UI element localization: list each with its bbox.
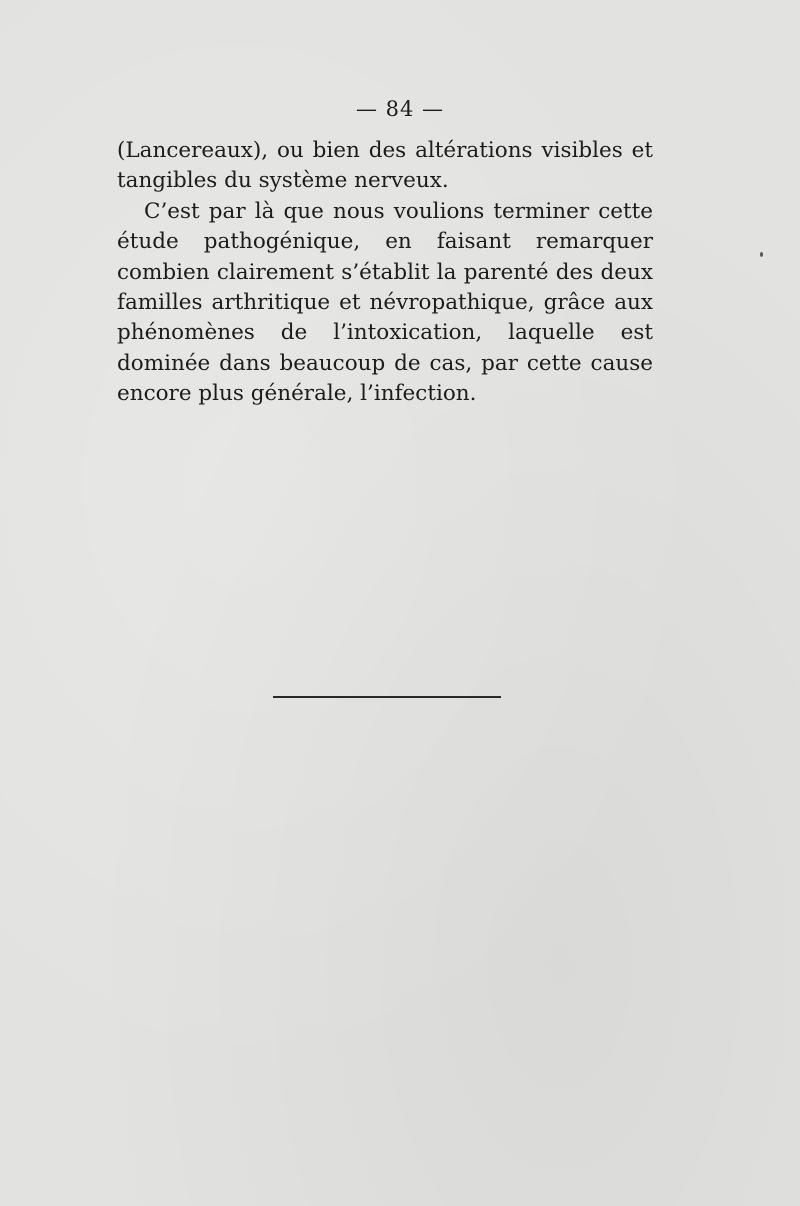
end-rule <box>273 696 501 698</box>
paragraph-conclusion: C’est par là que nous voulions terminer cette étude pathogénique, en faisant remarquer combien clairement s’établit la parenté des deux familles arthritique et névropathique, grâce aux phénomènes de l’intoxication, laquelle est dominée dans beaucoup de cas, par cette cause encore plus générale, l’infection. <box>117 198 653 407</box>
paragraph-continuation: (Lancereaux), ou bien des altérations visibles et tangibles du système nerveux. <box>117 138 653 194</box>
page-number: — 84 — <box>355 97 445 121</box>
ink-speck <box>760 252 763 257</box>
body-text <box>117 136 653 410</box>
